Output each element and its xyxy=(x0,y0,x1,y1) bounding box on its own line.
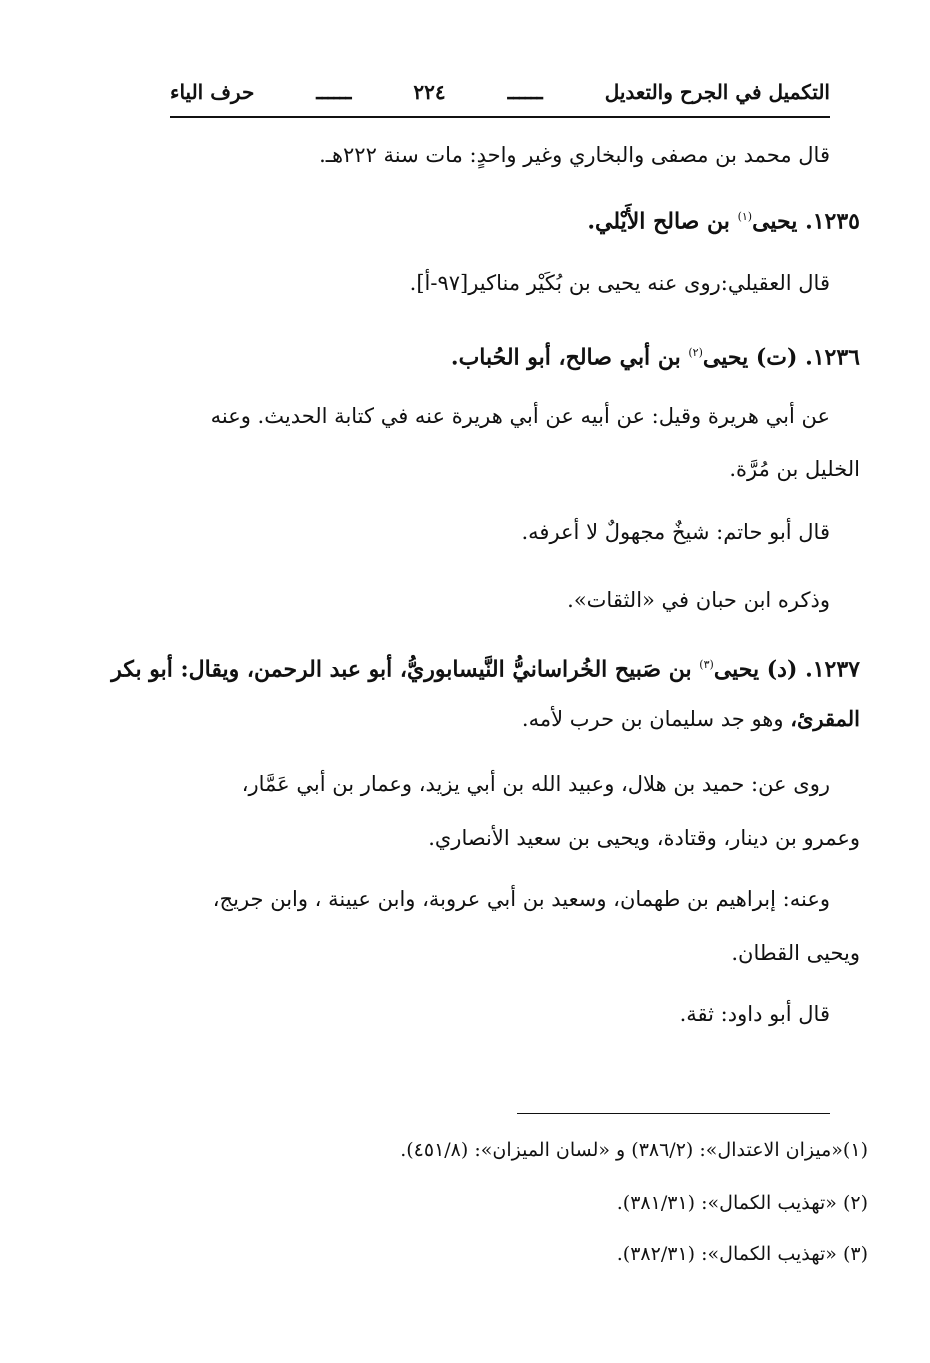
entry-number: ١٢٣٥. xyxy=(805,208,860,235)
footnote-ref: (٣) xyxy=(699,658,714,671)
text-line: قال العقيلي:روى عنه يحيى بن بُكَيْر مناكير[٩٧-أ]. xyxy=(409,271,830,295)
text-continuation: وهو جد سليمان بن حرب لأمه. xyxy=(521,707,791,731)
text-line: قال محمد بن مصفى والبخاري وغير واحدٍ: مات سنة ٢٢٢هـ. xyxy=(319,143,830,167)
bold-epithet: المقرئ، xyxy=(790,706,860,731)
entry-name: بن صالح الأَيْلي. xyxy=(587,208,730,235)
footnote-ref: (٢) xyxy=(688,346,703,359)
page-header xyxy=(170,70,830,114)
text-line: وعنه: إبراهيم بن طهمان، وسعيد بن أبي عروبة، وابن عيينة ، وابن جريج، xyxy=(212,887,830,911)
text-line: عن أبي هريرة وقيل: عن أبيه عن أبي هريرة عنه في كتابة الحديث. وعنه xyxy=(210,404,830,428)
footnote-separator xyxy=(517,1113,830,1114)
page-number: ٢٢٤ xyxy=(413,80,446,104)
footnote-2: (٢) «تهذيب الكمال»: (٣٨١/٣١). xyxy=(616,1192,868,1214)
text-line: وذكره ابن حبان في «الثقات». xyxy=(567,588,830,612)
running-title: التكميل في الجرح والتعديل xyxy=(604,80,830,104)
text-line: قال أبو حاتم: شيخٌ مجهولٌ لا أعرفه. xyxy=(521,520,830,544)
header-rule xyxy=(170,116,830,118)
entry-name: يحيى xyxy=(752,208,798,235)
entry-number: ١٢٣٧. xyxy=(805,656,860,683)
text-line: روى عن: حميد بن هلال، وعبيد الله بن أبي يزيد، وعمار بن أبي عَمَّار، xyxy=(241,772,830,796)
footnote-1: (١)«ميزان الاعتدال»: (٣٨٦/٢) و «لسان الميزان»: (٤٥١/٨). xyxy=(400,1139,868,1161)
text-line: ويحيى القطان. xyxy=(731,941,860,965)
text-line: قال أبو داود: ثقة. xyxy=(679,1002,830,1026)
footnote-3: (٣) «تهذيب الكمال»: (٣٨٢/٣١). xyxy=(616,1243,868,1265)
entry-heading-1235 xyxy=(587,200,860,238)
footnote-ref: (١) xyxy=(737,210,753,223)
entry-number: ١٢٣٦. xyxy=(805,344,860,371)
text-line: وعمرو بن دينار، وقتادة، ويحيى بن سعيد الأنصاري. xyxy=(428,826,860,850)
header-dash: ــــــ xyxy=(507,80,543,104)
text-line xyxy=(522,702,860,736)
text-line: الخليل بن مُرَّة. xyxy=(729,457,860,481)
entry-name: (د) يحيى xyxy=(713,656,798,683)
entry-name: بن أبي صالح، أبو الحُباب. xyxy=(450,344,681,371)
entry-name: (ت) يحيى xyxy=(702,344,798,371)
header-dash: ــــــ xyxy=(316,80,352,104)
entry-name: بن صَبيح الخُراسانيُّ النَّيسابوريُّ، أبو عبد الرحمن، ويقال: أبو بكر xyxy=(111,656,692,683)
entry-heading-1237 xyxy=(111,648,860,686)
chapter-title: حرف الياء xyxy=(170,80,255,104)
entry-heading-1236 xyxy=(451,336,860,374)
